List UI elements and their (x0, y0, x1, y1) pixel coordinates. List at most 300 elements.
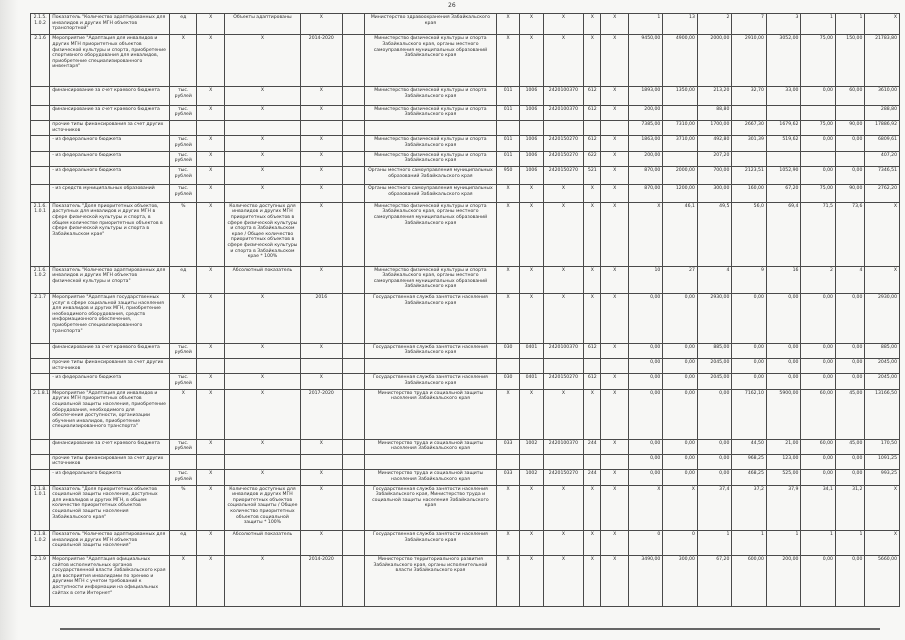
cell-v4: 600,00 (732, 556, 767, 607)
page-bottom-rule (60, 628, 880, 630)
cell-c5: X (224, 556, 300, 607)
cell-code: 2.1.8. 1.0.2 (31, 531, 50, 556)
cell-v4: 56,0 (732, 202, 767, 266)
cell-v1: 3490,00 (628, 556, 663, 607)
table-row (31, 485, 900, 531)
cell-v4: 9 (732, 266, 767, 293)
cell-v6: 60,00 (801, 439, 836, 454)
cell-c11: X (543, 266, 584, 293)
cell-executor: Государственная служба занятости населения Забайкальского края (364, 343, 496, 358)
cell-c7 (342, 136, 364, 151)
cell-v3: 2930,00 (697, 293, 732, 343)
cell-v7: 0,00 (835, 136, 864, 151)
cell-code (31, 454, 50, 469)
cell-c7 (342, 343, 364, 358)
cell-c12: X (584, 293, 601, 343)
cell-unit (170, 359, 197, 374)
cell-v4: 32,70 (732, 87, 767, 105)
cell-c11: X (543, 531, 584, 556)
cell-v4 (732, 151, 767, 166)
cell-v3: 207,20 (697, 151, 732, 166)
cell-v7: 1 (835, 531, 864, 556)
cell-c12: X (584, 556, 601, 607)
cell-name: финансирование за счет краевого бюджета (50, 343, 170, 358)
cell-c10: 0401 (520, 343, 543, 358)
cell-c12 (584, 359, 601, 374)
cell-c9: X (496, 556, 519, 607)
table-row (31, 439, 900, 454)
cell-c12: 612 (584, 87, 601, 105)
table-row (31, 374, 900, 389)
cell-v7: 0,00 (835, 470, 864, 485)
cell-v2: 7310,00 (663, 121, 698, 136)
cell-v7: 90,00 (835, 121, 864, 136)
cell-c4: X (197, 185, 224, 202)
cell-c12: X (584, 389, 601, 439)
cell-executor (364, 121, 496, 136)
cell-unit: X (170, 556, 197, 607)
cell-v3: 300,00 (697, 185, 732, 202)
cell-v1: 10 (628, 266, 663, 293)
cell-v1: 0,00 (628, 389, 663, 439)
cell-c9: X (496, 293, 519, 343)
table-row (31, 531, 900, 556)
cell-c11: X (543, 35, 584, 87)
cell-code: 2.1.7 (31, 293, 50, 343)
cell-c11: X (543, 185, 584, 202)
cell-v8: 17886,92 (865, 121, 900, 136)
cell-name: - из федерального бюджета (50, 167, 170, 185)
cell-name: - из федерального бюджета (50, 470, 170, 485)
cell-c9: 033 (496, 470, 519, 485)
cell-v3: 1700,00 (697, 121, 732, 136)
table-row (31, 266, 900, 293)
cell-v5: 1052,90 (766, 167, 801, 185)
cell-c11: 2420100370 (543, 87, 584, 105)
cell-c10: 1006 (520, 151, 543, 166)
cell-name: финансирование за счет краевого бюджета (50, 439, 170, 454)
cell-v7: 0,00 (835, 556, 864, 607)
cell-v8: X (865, 266, 900, 293)
cell-v8: 3610,00 (865, 87, 900, 105)
cell-v5: 1 (766, 531, 801, 556)
cell-v4: 0,00 (732, 293, 767, 343)
cell-c5: Абсолютный показатель (224, 266, 300, 293)
cell-name: прочие типы финансирования за счет других источников (50, 454, 170, 469)
cell-v8: 288,80 (865, 105, 900, 120)
cell-c6: X (301, 439, 343, 454)
cell-c7 (342, 454, 364, 469)
cell-code: 2.1.6 (31, 35, 50, 87)
cell-c4 (197, 359, 224, 374)
cell-v1: 0,00 (628, 470, 663, 485)
table-row (31, 389, 900, 439)
cell-c7 (342, 35, 364, 87)
cell-c11 (543, 454, 584, 469)
cell-name: финансирование за счет краевого бюджета (50, 87, 170, 105)
cell-v4: 0,00 (732, 359, 767, 374)
cell-c7 (342, 556, 364, 607)
cell-code: 2.1.8. 1.0.1 (31, 485, 50, 531)
cell-name: прочие типы финансирования за счет других источников (50, 359, 170, 374)
cell-c12: 622 (584, 151, 601, 166)
cell-c6: X (301, 14, 343, 35)
cell-v8: 170,50 (865, 439, 900, 454)
cell-c12: X (584, 202, 601, 266)
cell-c6: X (301, 374, 343, 389)
cell-v3: 2000,00 (697, 35, 732, 87)
cell-c10: X (520, 485, 543, 531)
cell-name: Мероприятие "Адаптация для инвалидов и других МГН приоритетных объектов физической культуры и спорта, приобретение спортивного оборудования для инвалидов, приобретение специализированного инвентаря" (50, 35, 170, 87)
cell-v2: 13 (663, 14, 698, 35)
cell-c6 (301, 454, 343, 469)
cell-v4: 468,25 (732, 470, 767, 485)
cell-v3: 2 (697, 14, 732, 35)
cell-v5: 0,00 (766, 359, 801, 374)
cell-c7 (342, 531, 364, 556)
cell-c12: X (584, 14, 601, 35)
cell-v1: 870,00 (628, 167, 663, 185)
cell-c6: 2014-2020 (301, 556, 343, 607)
cell-name: Показатель "Доля приоритетных объектов, доступных для инвалидов и других МГН в сфере физической культуры и спорта, в общем количестве приоритетных объектов в сфере физической культуры и спорта в Забайкальском крае" (50, 202, 170, 266)
table-row (31, 202, 900, 266)
table-row (31, 167, 900, 185)
table-row (31, 293, 900, 343)
cell-unit: ед (170, 14, 197, 35)
cell-v2: 0,00 (663, 389, 698, 439)
cell-c13: X (601, 343, 628, 358)
cell-v3: 213,20 (697, 87, 732, 105)
cell-v8: 7346,51 (865, 167, 900, 185)
cell-c10: 0401 (520, 374, 543, 389)
cell-v5: 69,4 (766, 202, 801, 266)
cell-c5: X (224, 374, 300, 389)
cell-c4: X (197, 202, 224, 266)
cell-c11: X (543, 556, 584, 607)
cell-c13: X (601, 105, 628, 120)
cell-c10: 1002 (520, 470, 543, 485)
cell-v7: 150,00 (835, 35, 864, 87)
cell-c5 (224, 454, 300, 469)
cell-c9: 033 (496, 439, 519, 454)
cell-c6: 2014-2020 (301, 35, 343, 87)
cell-v2: 0 (663, 531, 698, 556)
cell-v6: 0,00 (801, 167, 836, 185)
cell-v2 (663, 105, 698, 120)
cell-v1: 0,00 (628, 374, 663, 389)
cell-c13: X (601, 470, 628, 485)
cell-code: 2.1.9 (31, 556, 50, 607)
cell-v7: 1 (835, 14, 864, 35)
cell-unit: X (170, 389, 197, 439)
cell-v6: 0,00 (801, 136, 836, 151)
cell-v8: 2762,20 (865, 185, 900, 202)
cell-v3: 67,20 (697, 556, 732, 607)
table-row (31, 470, 900, 485)
cell-name: финансирование за счет краевого бюджета (50, 105, 170, 120)
cell-c7 (342, 389, 364, 439)
cell-v3: 0,00 (697, 389, 732, 439)
cell-v1: 0,00 (628, 439, 663, 454)
cell-v2: 300,00 (663, 556, 698, 607)
cell-v2: 0,00 (663, 359, 698, 374)
cell-v2 (663, 151, 698, 166)
cell-code (31, 105, 50, 120)
cell-c4: X (197, 531, 224, 556)
cell-v2: 0,00 (663, 439, 698, 454)
table-row (31, 14, 900, 35)
cell-c4: X (197, 293, 224, 343)
cell-code: 2.1.5. 1.0.2 (31, 14, 50, 35)
cell-c6: X (301, 531, 343, 556)
cell-executor: Министерство территориального развития Забайкальского края, органы исполнительной власти Забайкальского края (364, 556, 496, 607)
cell-c4: X (197, 556, 224, 607)
cell-v8: X (865, 531, 900, 556)
cell-v5: 200,00 (766, 556, 801, 607)
cell-c11: 2420100370 (543, 439, 584, 454)
cell-c11: X (543, 485, 584, 531)
cell-v8: X (865, 202, 900, 266)
cell-v8: 885,00 (865, 343, 900, 358)
cell-code (31, 136, 50, 151)
cell-c6: X (301, 87, 343, 105)
cell-unit (170, 121, 197, 136)
cell-v3: 88,80 (697, 105, 732, 120)
cell-v3: 49,5 (697, 202, 732, 266)
table-row (31, 121, 900, 136)
cell-code: 2.1.8.1 (31, 389, 50, 439)
cell-c6: X (301, 470, 343, 485)
cell-unit: % (170, 485, 197, 531)
table-row (31, 185, 900, 202)
cell-v7: 45,00 (835, 439, 864, 454)
cell-v8: 2045,00 (865, 359, 900, 374)
cell-v7: 0,00 (835, 359, 864, 374)
cell-v3: 700,00 (697, 167, 732, 185)
table-row (31, 105, 900, 120)
cell-v8: 21783,80 (865, 35, 900, 87)
cell-v1: 1 (628, 14, 663, 35)
table-row (31, 87, 900, 105)
cell-v8: 407,20 (865, 151, 900, 166)
cell-v7: 73,6 (835, 202, 864, 266)
cell-unit: тыс. рублей (170, 185, 197, 202)
cell-v6: 0,00 (801, 470, 836, 485)
cell-executor: Министерство физической культуры и спорта Забайкальского края, органы местного самоуправления муниципальных образований Забайкальского края (364, 35, 496, 87)
cell-c9: 030 (496, 374, 519, 389)
cell-executor: Государственная служба занятости населения Забайкальского края (364, 374, 496, 389)
cell-c6: X (301, 105, 343, 120)
cell-c4: X (197, 105, 224, 120)
cell-name: - из федерального бюджета (50, 136, 170, 151)
cell-v8: 5660,00 (865, 556, 900, 607)
cell-c9: X (496, 485, 519, 531)
cell-v6: 0,00 (801, 293, 836, 343)
cell-v5: 21,00 (766, 439, 801, 454)
cell-v2: 2000,00 (663, 167, 698, 185)
cell-c13: X (601, 14, 628, 35)
cell-v1: 200,00 (628, 105, 663, 120)
table-row (31, 556, 900, 607)
cell-v1: 0,00 (628, 359, 663, 374)
cell-c10: 1006 (520, 105, 543, 120)
cell-v6 (801, 105, 836, 120)
cell-c9: 011 (496, 136, 519, 151)
cell-v3: 492,80 (697, 136, 732, 151)
cell-c12: X (584, 185, 601, 202)
cell-code (31, 359, 50, 374)
cell-c5: X (224, 389, 300, 439)
cell-c4: X (197, 35, 224, 87)
cell-c12: 612 (584, 374, 601, 389)
cell-v1: 0,00 (628, 343, 663, 358)
cell-v5: 0,00 (766, 343, 801, 358)
cell-code (31, 167, 50, 185)
table-row (31, 151, 900, 166)
cell-code (31, 439, 50, 454)
cell-v2: 0,00 (663, 454, 698, 469)
cell-v8: 13166,50 (865, 389, 900, 439)
cell-c9 (496, 454, 519, 469)
cell-c12: 612 (584, 136, 601, 151)
cell-c12: X (584, 35, 601, 87)
cell-c5: X (224, 343, 300, 358)
cell-v4 (732, 105, 767, 120)
cell-c5: Количество доступных для инвалидов и других МГН приоритетных объектов в сфере физической культуры и спорта в Забайкальском крае / Общее количество приоритетных объектов в сфере физической культуры и спорта в Забайкальском крае * 100% (224, 202, 300, 266)
cell-v1: 870,00 (628, 185, 663, 202)
cell-v2: 3710,00 (663, 136, 698, 151)
cell-c9: X (496, 202, 519, 266)
cell-c9 (496, 359, 519, 374)
cell-c13: X (601, 136, 628, 151)
cell-c7 (342, 121, 364, 136)
cell-c5: Абсолютный показатель (224, 531, 300, 556)
cell-c10: X (520, 556, 543, 607)
table-row (31, 454, 900, 469)
cell-v3: 2045,00 (697, 359, 732, 374)
cell-v1: 0,00 (628, 293, 663, 343)
cell-unit: X (170, 293, 197, 343)
cell-c12: X (584, 485, 601, 531)
cell-c13: X (601, 439, 628, 454)
page-number: 26 (448, 2, 456, 9)
cell-c12: 244 (584, 470, 601, 485)
cell-v8: 2045,00 (865, 374, 900, 389)
cell-c5: X (224, 439, 300, 454)
cell-v1: 0,00 (628, 454, 663, 469)
cell-v6: 71,5 (801, 202, 836, 266)
cell-c4: X (197, 167, 224, 185)
cell-v5: 3052,00 (766, 35, 801, 87)
cell-code: 2.1.6. 1.0.2 (31, 266, 50, 293)
cell-c12: 612 (584, 105, 601, 120)
cell-v4: 7 (732, 14, 767, 35)
cell-v7: 90,00 (835, 185, 864, 202)
cell-v3: 0,00 (697, 454, 732, 469)
cell-c4: X (197, 87, 224, 105)
cell-unit: ед (170, 266, 197, 293)
cell-c6: X (301, 151, 343, 166)
cell-v7: 45,00 (835, 389, 864, 439)
cell-c4: X (197, 266, 224, 293)
cell-c4: X (197, 14, 224, 35)
cell-unit: тыс. рублей (170, 167, 197, 185)
cell-c10: X (520, 14, 543, 35)
cell-v5: 16 (766, 266, 801, 293)
cell-c9 (496, 121, 519, 136)
cell-v3: 2045,00 (697, 374, 732, 389)
table-row (31, 343, 900, 358)
cell-v8: X (865, 14, 900, 35)
cell-c11: 2420150270 (543, 151, 584, 166)
cell-c10: X (520, 202, 543, 266)
cell-c13: X (601, 202, 628, 266)
cell-unit: тыс. рублей (170, 439, 197, 454)
cell-v4: 2667,30 (732, 121, 767, 136)
cell-c9: X (496, 35, 519, 87)
cell-executor: Министерство физической культуры и спорта Забайкальского края (364, 105, 496, 120)
cell-v3: 4 (697, 266, 732, 293)
cell-c7 (342, 151, 364, 166)
cell-c4 (197, 121, 224, 136)
cell-code (31, 185, 50, 202)
cell-v5: 519,62 (766, 136, 801, 151)
cell-v4: 160,00 (732, 185, 767, 202)
cell-executor: Министерство физической культуры и спорта Забайкальского края (364, 87, 496, 105)
cell-v5: 525,00 (766, 470, 801, 485)
cell-executor (364, 454, 496, 469)
cell-c11 (543, 121, 584, 136)
cell-unit: тыс. рублей (170, 470, 197, 485)
cell-v6: 75,00 (801, 121, 836, 136)
cell-code (31, 470, 50, 485)
cell-c6: X (301, 343, 343, 358)
cell-unit: ед (170, 531, 197, 556)
cell-c10 (520, 121, 543, 136)
cell-c13: X (601, 35, 628, 87)
table-row (31, 359, 900, 374)
cell-v6: 1 (801, 14, 836, 35)
cell-code (31, 151, 50, 166)
cell-c4: X (197, 136, 224, 151)
cell-c4: X (197, 343, 224, 358)
cell-c6 (301, 359, 343, 374)
cell-c7 (342, 202, 364, 266)
cell-unit: % (170, 202, 197, 266)
cell-v5: 1679,62 (766, 121, 801, 136)
cell-c13: X (601, 151, 628, 166)
cell-v6: 60,00 (801, 389, 836, 439)
cell-v7: 0,00 (835, 293, 864, 343)
cell-c11: 2420150270 (543, 167, 584, 185)
cell-c9: 030 (496, 343, 519, 358)
cell-c9: 011 (496, 151, 519, 166)
cell-unit: тыс. рублей (170, 374, 197, 389)
cell-v6: 0,00 (801, 87, 836, 105)
cell-c10: X (520, 293, 543, 343)
cell-c5: X (224, 105, 300, 120)
cell-c13: X (601, 531, 628, 556)
cell-c9: 950 (496, 167, 519, 185)
cell-name: Показатель "Количество адаптированных для инвалидов и других МГН объектов транспортной" (50, 14, 170, 35)
cell-v8: 1091,25 (865, 454, 900, 469)
cell-name: Показатель "Количество адаптированных для инвалидов и других МГН объектов социальной защиты населения" (50, 531, 170, 556)
cell-v7: 31,2 (835, 485, 864, 531)
cell-c12 (584, 121, 601, 136)
cell-c7 (342, 485, 364, 531)
cell-v1: 7385,00 (628, 121, 663, 136)
cell-v4: 2910,00 (732, 35, 767, 87)
